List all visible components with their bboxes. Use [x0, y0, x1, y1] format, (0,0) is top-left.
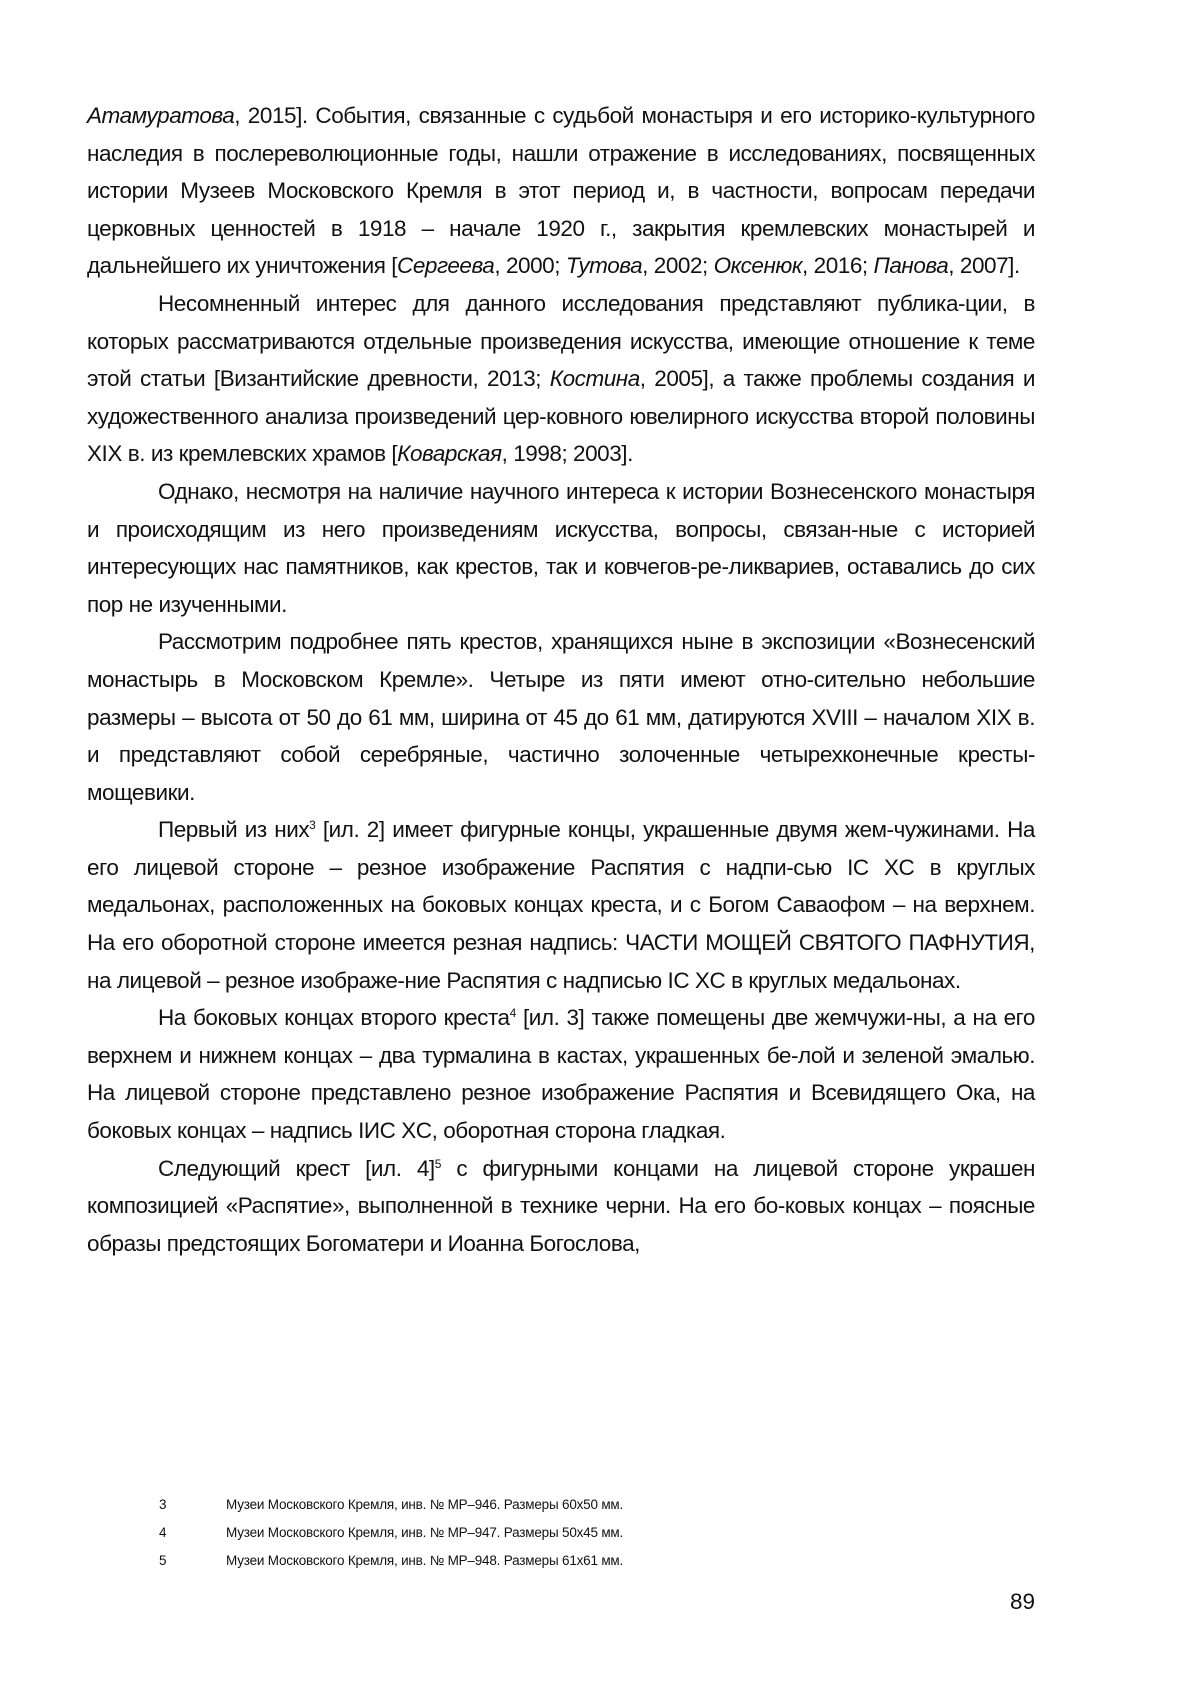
- paragraph: [87, 1150, 1035, 1263]
- citation-author: Коварская: [397, 441, 502, 467]
- citation-author: Атамуратова: [87, 103, 235, 128]
- text-run: Рассмотрим подробнее пять крестов, хранящихся ныне в экспозиции «Вознесенский монастырь в Московском Кремле». Четыре из пяти имеют отно-сительно небольшие размеры – высота от 50 до 61 мм, ширина от 45 до 61 мм, датируются XVIII – началом XIX в. и представляют собой серебряные, частично золоченные четырехконечные кресты-мощевики.: [87, 629, 1035, 805]
- footnote: [159, 1519, 959, 1547]
- footnote: [159, 1491, 959, 1519]
- footnote-text: Музеи Московского Кремля, инв. № МР–946. Размеры 60х50 мм.: [226, 1497, 624, 1512]
- paragraph: [87, 285, 1035, 473]
- footnote-ref: 4: [509, 1006, 516, 1021]
- paragraph: [87, 623, 1035, 811]
- footnote-ref: 5: [434, 1156, 441, 1171]
- text-run: , 2007].: [948, 253, 1020, 279]
- text-run: , 2000;: [494, 253, 566, 279]
- text-run: Несомненный интерес для данного исследования представляют публика-ции, в которых рассматриваются отдельные произведения искусства, имеющие отношение к теме этой статьи [Византийские древности, 2013;: [87, 290, 1035, 392]
- text-run: Первый из них: [158, 817, 310, 843]
- citation-author: Костина: [549, 366, 640, 392]
- body-text: [87, 97, 1035, 1262]
- page-number: 89: [1009, 1589, 1035, 1614]
- text-run: , 2015]. События, связанные с судьбой монастыря и его историко-культурного наследия в послереволюционные годы, нашли отражение в исследованиях, посвященных истории Музеев Московского Кремля в этот период и, в частности, вопросам передачи церковных ценностей в 1918 – начале 1920 г., закрытия кремлевских монастырей и дальнейшего их уничтожения [: [87, 103, 1035, 279]
- text-run: с фигурными концами на лицевой стороне украшен композицией «Распятие», выполненной в технике черни. На его бо-ковых концах – поясные образы предстоящих Богоматери и Иоанна Богослова,: [87, 1155, 1035, 1256]
- text-run: [ил. 3] также помещены две жемчужи-ны, а на его верхнем и нижнем концах – два турмалина в кастах, украшенных бе-лой и зеленой эмалью. На лицевой стороне представлено резное изображение Распятия и Всевидящего Ока, на боковых концах – надпись IИС XC, оборотная сторона гладкая.: [87, 1005, 1035, 1144]
- text-run: Следующий крест [ил. 4]: [158, 1155, 435, 1181]
- footnote-number: 5: [159, 1553, 167, 1568]
- footnote: [159, 1547, 959, 1575]
- footnote-ref: 3: [309, 818, 316, 833]
- text-run: , 1998; 2003].: [501, 441, 633, 467]
- footnote-number: 4: [159, 1525, 167, 1540]
- text-run: , 2016;: [802, 253, 874, 279]
- paragraph: [87, 97, 1035, 285]
- footnote-text: Музеи Московского Кремля, инв. № МР–948. Размеры 61х61 мм.: [226, 1553, 624, 1568]
- citation-author: Сергеева: [397, 253, 495, 279]
- citation-author: Тутова: [565, 253, 643, 279]
- paragraph: [87, 473, 1035, 623]
- paragraph: [87, 811, 1035, 999]
- text-run: [ил. 2] имеет фигурные концы, украшенные двумя жем-чужинами. На его лицевой стороне – резное изображение Распятия с надпи-сью IC XC в круглых медальонах, расположенных на боковых концах креста, и с Богом Саваофом – на верхнем. На его оборотной стороне имеется резная надпись: ЧАСТИ МОЩЕЙ СВЯТОГО ПАФНУТИЯ, на лицевой – резное изображе-ние Распятия с надписью IC XC в круглых медальонах.: [87, 817, 1035, 993]
- text-run: На боковых концах второго креста: [158, 1005, 510, 1031]
- footnote-number: 3: [159, 1497, 167, 1512]
- citation-author: Оксенюк: [713, 253, 803, 279]
- footnote-text: Музеи Московского Кремля, инв. № МР–947. Размеры 50х45 мм.: [226, 1525, 624, 1540]
- citation-author: Панова: [873, 253, 949, 279]
- text-run: Однако, несмотря на наличие научного интереса к истории Вознесенского монастыря и происходящим из него произведениям искусства, вопросы, связан-ные с историей интересующих нас памятников, как крестов, так и ковчегов-ре-ликвариев, оставались до сих пор не изученными.: [87, 478, 1035, 617]
- text-run: , 2002;: [642, 253, 714, 279]
- paragraph: [87, 999, 1035, 1149]
- footnotes: [159, 1491, 959, 1575]
- text-run: , 2005], а также проблемы создания и художественного анализа произведений цер-ковного ювелирного искусства второй половины XIX в. из кремлевских храмов [: [87, 366, 1036, 467]
